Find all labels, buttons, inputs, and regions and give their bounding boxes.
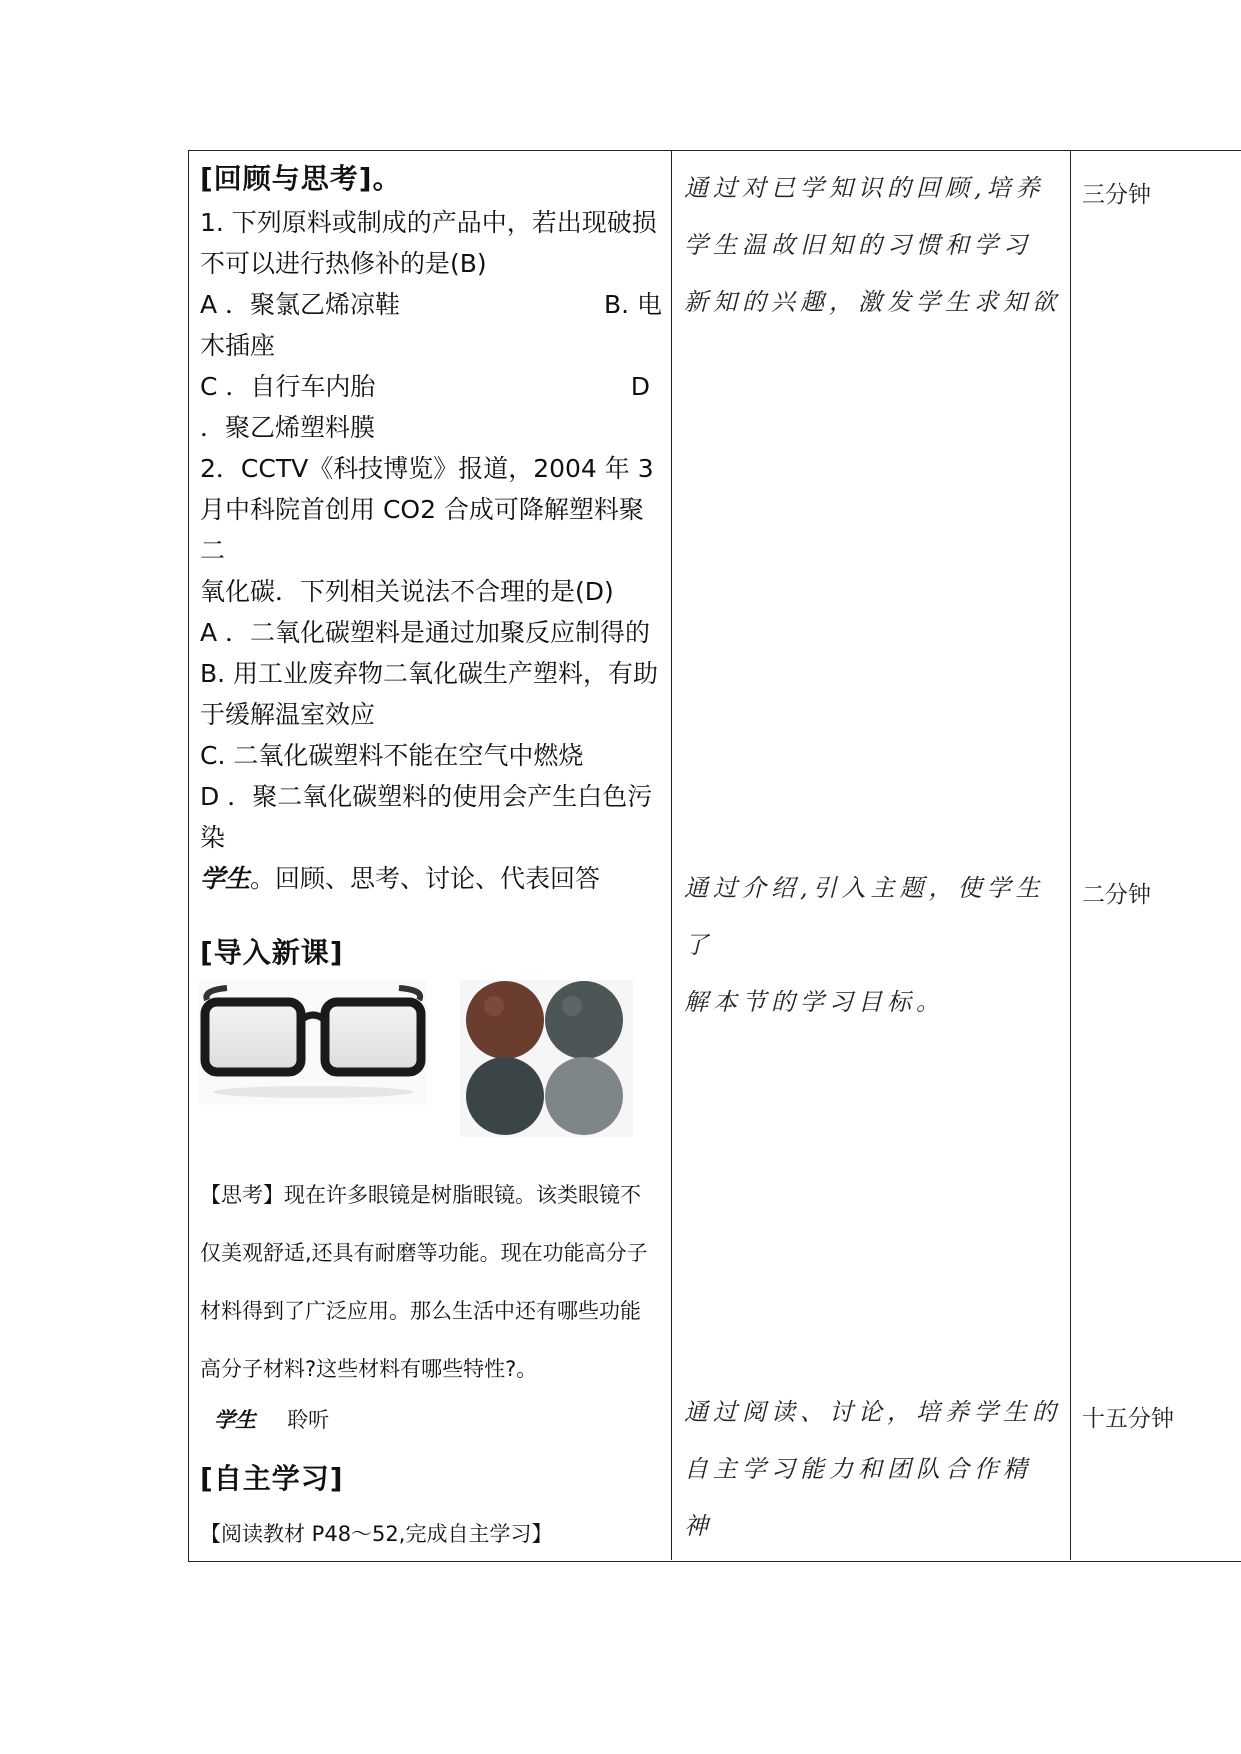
time-1: 三分钟 — [1082, 182, 1151, 208]
intro-student-line — [214, 1404, 654, 1434]
review-student-line — [200, 858, 662, 899]
q2-option-c: C. 二氧化碳塑料不能在空气中燃烧 — [200, 741, 584, 770]
think-section — [200, 1166, 668, 1398]
think-line4: 高分子材料?这些材料有哪些特性?。 — [200, 1357, 538, 1381]
self-study-title: [自主学习] — [200, 1462, 344, 1495]
glasses-image — [199, 980, 427, 1105]
think-line1: 【思考】现在许多眼镜是树脂眼镜。该类眼镜不 — [200, 1183, 641, 1207]
purpose-2-line1: 通过介绍,引入主题，使学生了 — [684, 874, 1045, 959]
q1-options-ab — [200, 284, 662, 325]
q2-line1: 2．CCTV《科技博览》报道，2004 年 3 — [200, 454, 654, 483]
student-label: 学生 — [200, 864, 251, 893]
q2-line2: 月中科院首创用 CO2 合成可降解塑料聚二 — [200, 495, 644, 565]
intro-student-activity: 聆听 — [287, 1408, 330, 1432]
q2-option-d-line2: 染 — [200, 823, 226, 852]
q2-option-b-line1: B. 用工业废弃物二氧化碳生产塑料，有助 — [200, 659, 659, 688]
student-activity: 。回顾、思考、讨论、代表回答 — [250, 864, 601, 893]
purpose-3-line3: 神 — [684, 1512, 713, 1540]
purpose-1-line1: 通过对已学知识的回顾,培养 — [684, 174, 1045, 202]
think-line3: 材料得到了广泛应用。那么生活中还有哪些功能 — [200, 1299, 641, 1323]
intro-student-label: 学生 — [214, 1407, 256, 1432]
q2-option-a: A ．二氧化碳塑料是通过加聚反应制得的 — [200, 618, 651, 647]
reading-instruction — [200, 1518, 662, 1548]
q1-line2: 不可以进行热修补的是(B) — [200, 249, 487, 278]
review-section — [200, 156, 662, 899]
review-title: [回顾与思考]。 — [200, 162, 402, 195]
think-line2: 仅美观舒适,还具有耐磨等功能。现在功能高分子 — [200, 1241, 648, 1265]
purpose-2-line2: 解本节的学习目标。 — [684, 988, 945, 1016]
purpose-3-line2: 自主学习能力和团队合作精 — [684, 1455, 1032, 1483]
q2-line3: 氧化碳．下列相关说法不合理的是(D) — [200, 577, 614, 606]
q1-option-b-suffix: 木插座 — [200, 331, 276, 360]
purpose-1 — [684, 160, 1064, 331]
q1-option-d-suffix: ．聚乙烯塑料膜 — [200, 413, 376, 442]
q1-option-d-prefix: D — [630, 372, 650, 401]
q1-options-cd — [200, 366, 662, 407]
q2-option-d-line1: D ．聚二氧化碳塑料的使用会产生白色污 — [200, 782, 653, 811]
intro-section — [200, 930, 662, 976]
self-study-section — [200, 1456, 662, 1502]
column-divider-1 — [671, 150, 672, 1560]
q1-option-c: C ．自行车内胎 — [200, 372, 376, 401]
q1-line1: 1. 下列原料或制成的产品中，若出现破损 — [200, 208, 657, 237]
column-divider-2 — [1070, 150, 1071, 1560]
q1-option-a: A ．聚氯乙烯凉鞋 — [200, 290, 401, 319]
time-3: 十五分钟 — [1082, 1406, 1174, 1432]
q1-option-b-prefix: B. 电 — [603, 290, 662, 319]
purpose-3-line1: 通过阅读、讨论，培养学生的 — [684, 1398, 1061, 1426]
purpose-1-line2: 学生温故旧知的习惯和学习 — [684, 231, 1032, 259]
purpose-3 — [684, 1384, 1064, 1555]
intro-title: [导入新课] — [200, 936, 344, 969]
purpose-2 — [684, 860, 1064, 1031]
purpose-1-line3: 新知的兴趣，激发学生求知欲 — [684, 288, 1061, 316]
time-2: 二分钟 — [1082, 882, 1151, 908]
q2-option-b-line2: 于缓解温室效应 — [200, 700, 376, 729]
colored-lenses-image — [460, 980, 633, 1137]
reading-text: 【阅读教材 P48～52,完成自主学习】 — [200, 1522, 553, 1546]
